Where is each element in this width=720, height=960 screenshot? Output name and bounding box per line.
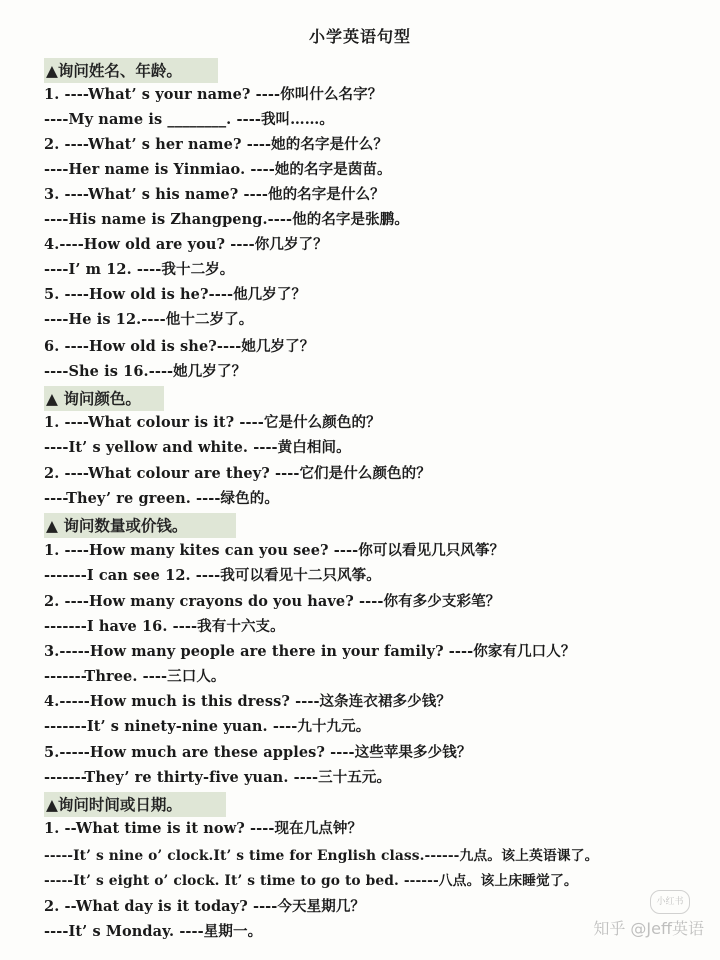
sentence-line: ----They’ re green. ----绿色的。 — [44, 490, 279, 507]
sentence-line: -------I have 16. ----我有十六支。 — [44, 618, 285, 635]
page-title: 小学英语句型 — [308, 27, 411, 46]
sentence-line: 1. ----How many kites can you see? ----你可以看见几只风筝？ — [44, 542, 505, 559]
sentence-line: ----It’ s Monday. ----星期一。 — [44, 923, 263, 940]
sentence-line: 1. ----What colour is it? ----它是什么颜色的？ — [44, 414, 381, 431]
sentence-line: 3.-----How many people are there in your family? ----你家有几口人？ — [44, 643, 576, 660]
sentence-line: 3. ----What’ s his name? ----他的名字是什么？ — [44, 186, 385, 203]
sentence-line: -----It’ s nine o’ clock.It’ s time for English class.------九点。该上英语课了。 — [44, 848, 599, 864]
sentence-line: -------It’ s ninety-nine yuan. ----九十九元。 — [44, 718, 371, 735]
sentence-line: ----He is 12.----他十二岁了。 — [44, 311, 254, 328]
section-heading-name-age: ▲询问姓名、年龄。 — [44, 58, 218, 83]
sentence-line: 5.-----How much are these apples? ----这些苹果多少钱？ — [44, 744, 472, 761]
xiaohongshu-watermark: 小红书 — [650, 890, 690, 914]
section-heading-quantity-price: ▲ 询问数量或价钱。 — [44, 513, 236, 538]
sentence-line: -----It’ s eight o’ clock. It’ s time to go to bed. ------八点。该上床睡觉了。 — [44, 873, 578, 889]
sentence-line: 4.-----How much is this dress? ----这条连衣裙多少钱？ — [44, 693, 451, 710]
sentence-line: 4.----How old are you? ----你几岁了？ — [44, 236, 328, 253]
sentence-line: 2. ----What’ s her name? ----她的名字是什么？ — [44, 136, 388, 153]
sentence-line: ----She is 16.----她几岁了？ — [44, 363, 247, 380]
sentence-line: 1. ----What’ s your name? ----你叫什么名字？ — [44, 86, 383, 103]
sentence-line: ----My name is ________. ----我叫……。 — [44, 111, 334, 128]
sentence-line: -------Three. ----三口人。 — [44, 668, 226, 685]
sentence-line: -------They’ re thirty-five yuan. ----三十五元。 — [44, 769, 392, 786]
sentence-line: 5. ----How old is he?----他几岁了？ — [44, 286, 307, 303]
sentence-line: 2. ----What colour are they? ----它们是什么颜色的？ — [44, 465, 431, 482]
sentence-line: ----I’ m 12. ----我十二岁。 — [44, 261, 235, 278]
sentence-line: ----It’ s yellow and white. ----黄白相间。 — [44, 439, 351, 456]
sentence-line: 6. ----How old is she?----她几岁了？ — [44, 338, 315, 355]
sentence-line: ----His name is Zhangpeng.----他的名字是张鹏。 — [44, 211, 409, 228]
zhihu-watermark: 知乎 @Jeff英语 — [593, 919, 704, 938]
sentence-line: 1. --What time is it now? ----现在几点钟？ — [44, 820, 363, 837]
sentence-line: ----Her name is Yinmiao. ----她的名字是茵苗。 — [44, 161, 392, 178]
section-heading-time-date: ▲询问时间或日期。 — [44, 792, 226, 817]
sentence-line: -------I can see 12. ----我可以看见十二只风筝。 — [44, 567, 381, 584]
sentence-line: 2. --What day is it today? ----今天星期几？ — [44, 898, 366, 915]
section-heading-colour: ▲ 询问颜色。 — [44, 386, 164, 411]
sentence-line: 2. ----How many crayons do you have? ----你有多少支彩笔？ — [44, 593, 501, 610]
